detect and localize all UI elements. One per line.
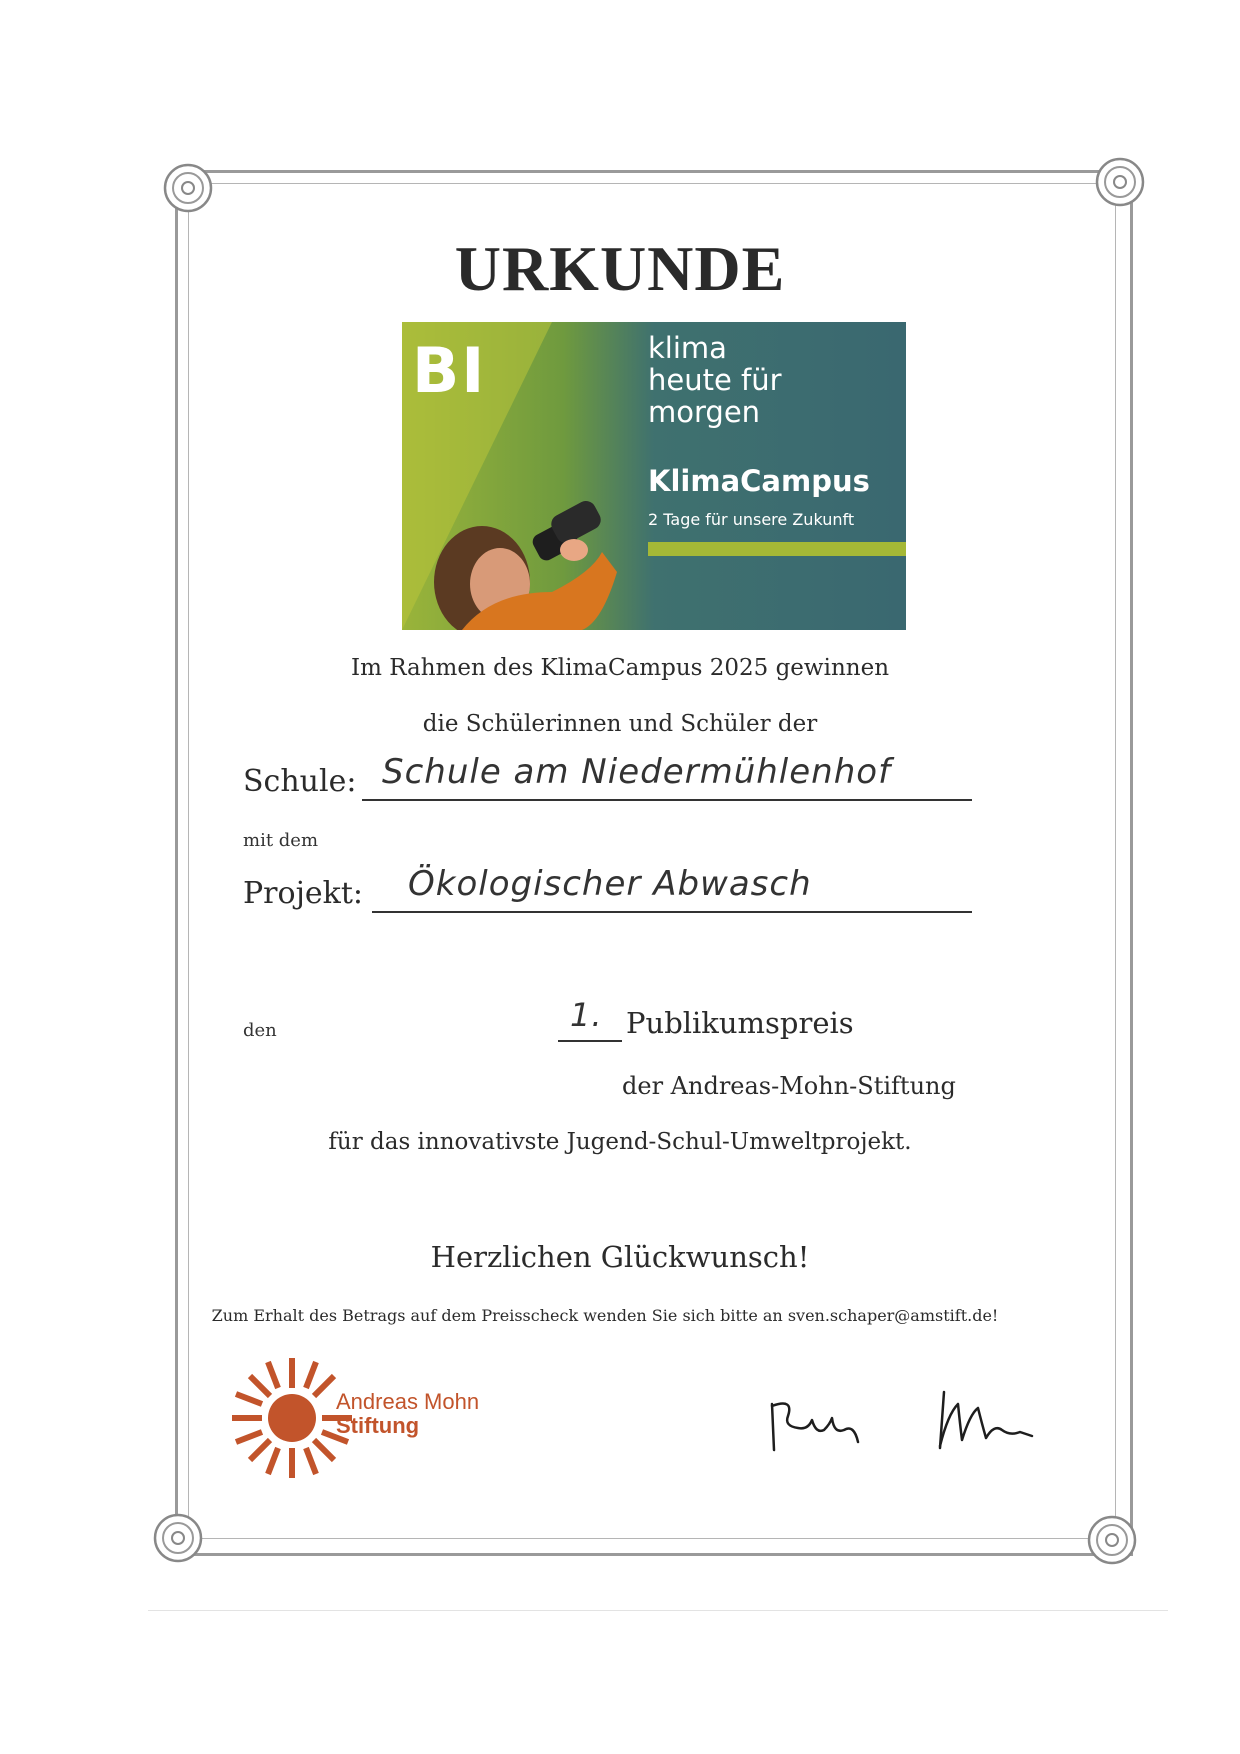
bi-logo: BI (412, 334, 487, 407)
rank-underline (558, 1040, 622, 1042)
foundation-logo-stiftung: Stiftung (336, 1413, 420, 1438)
rank-value-handwritten: 1. (570, 996, 603, 1034)
certificate-title: URKUNDE (454, 233, 786, 304)
banner-tagline-line-3: morgen (648, 395, 761, 429)
banner-event-subtitle: 2 Tage für unsere Zukunft (648, 510, 855, 529)
school-label: Schule: (243, 764, 357, 799)
corner-rosette-icon (1094, 156, 1146, 208)
page-edge-line (148, 1610, 1168, 1611)
banner-event-name: KlimaCampus (648, 464, 870, 498)
corner-rosette-icon (162, 162, 214, 214)
corner-rosette-icon (1086, 1514, 1138, 1566)
prize-label: Publikumspreis (626, 1006, 854, 1040)
foundation-logo-name: Andreas Mohn (336, 1389, 480, 1414)
corner-rosette-icon (152, 1512, 204, 1564)
school-underline (362, 799, 972, 801)
klimacampus-banner (402, 322, 906, 630)
foundation-line: der Andreas-Mohn-Stiftung (622, 1072, 956, 1100)
den-label: den (243, 1020, 277, 1041)
with-label: mit dem (243, 830, 319, 851)
banner-tagline-line-1: klima (648, 331, 727, 365)
signature (764, 1384, 1044, 1464)
banner-tagline-line-2: heute für (648, 363, 782, 397)
foundation-logo-text (336, 1390, 479, 1438)
project-label: Projekt: (243, 876, 363, 911)
congrats-line: Herzlichen Glückwunsch! (430, 1240, 810, 1274)
footer-note: Zum Erhalt des Betrags auf dem Preisscheck wenden Sie sich bitte an sven.schaper@amstift.de! (211, 1306, 999, 1325)
project-underline (372, 911, 972, 913)
project-value-handwritten: Ökologischer Abwasch (408, 864, 812, 904)
purpose-line: für das innovativste Jugend-Schul-Umweltprojekt. (328, 1129, 912, 1155)
school-value-handwritten: Schule am Niedermühlenhof (382, 752, 892, 792)
intro-line-1: Im Rahmen des KlimaCampus 2025 gewinnen (350, 655, 890, 681)
intro-line-2: die Schülerinnen und Schüler der (422, 711, 818, 737)
